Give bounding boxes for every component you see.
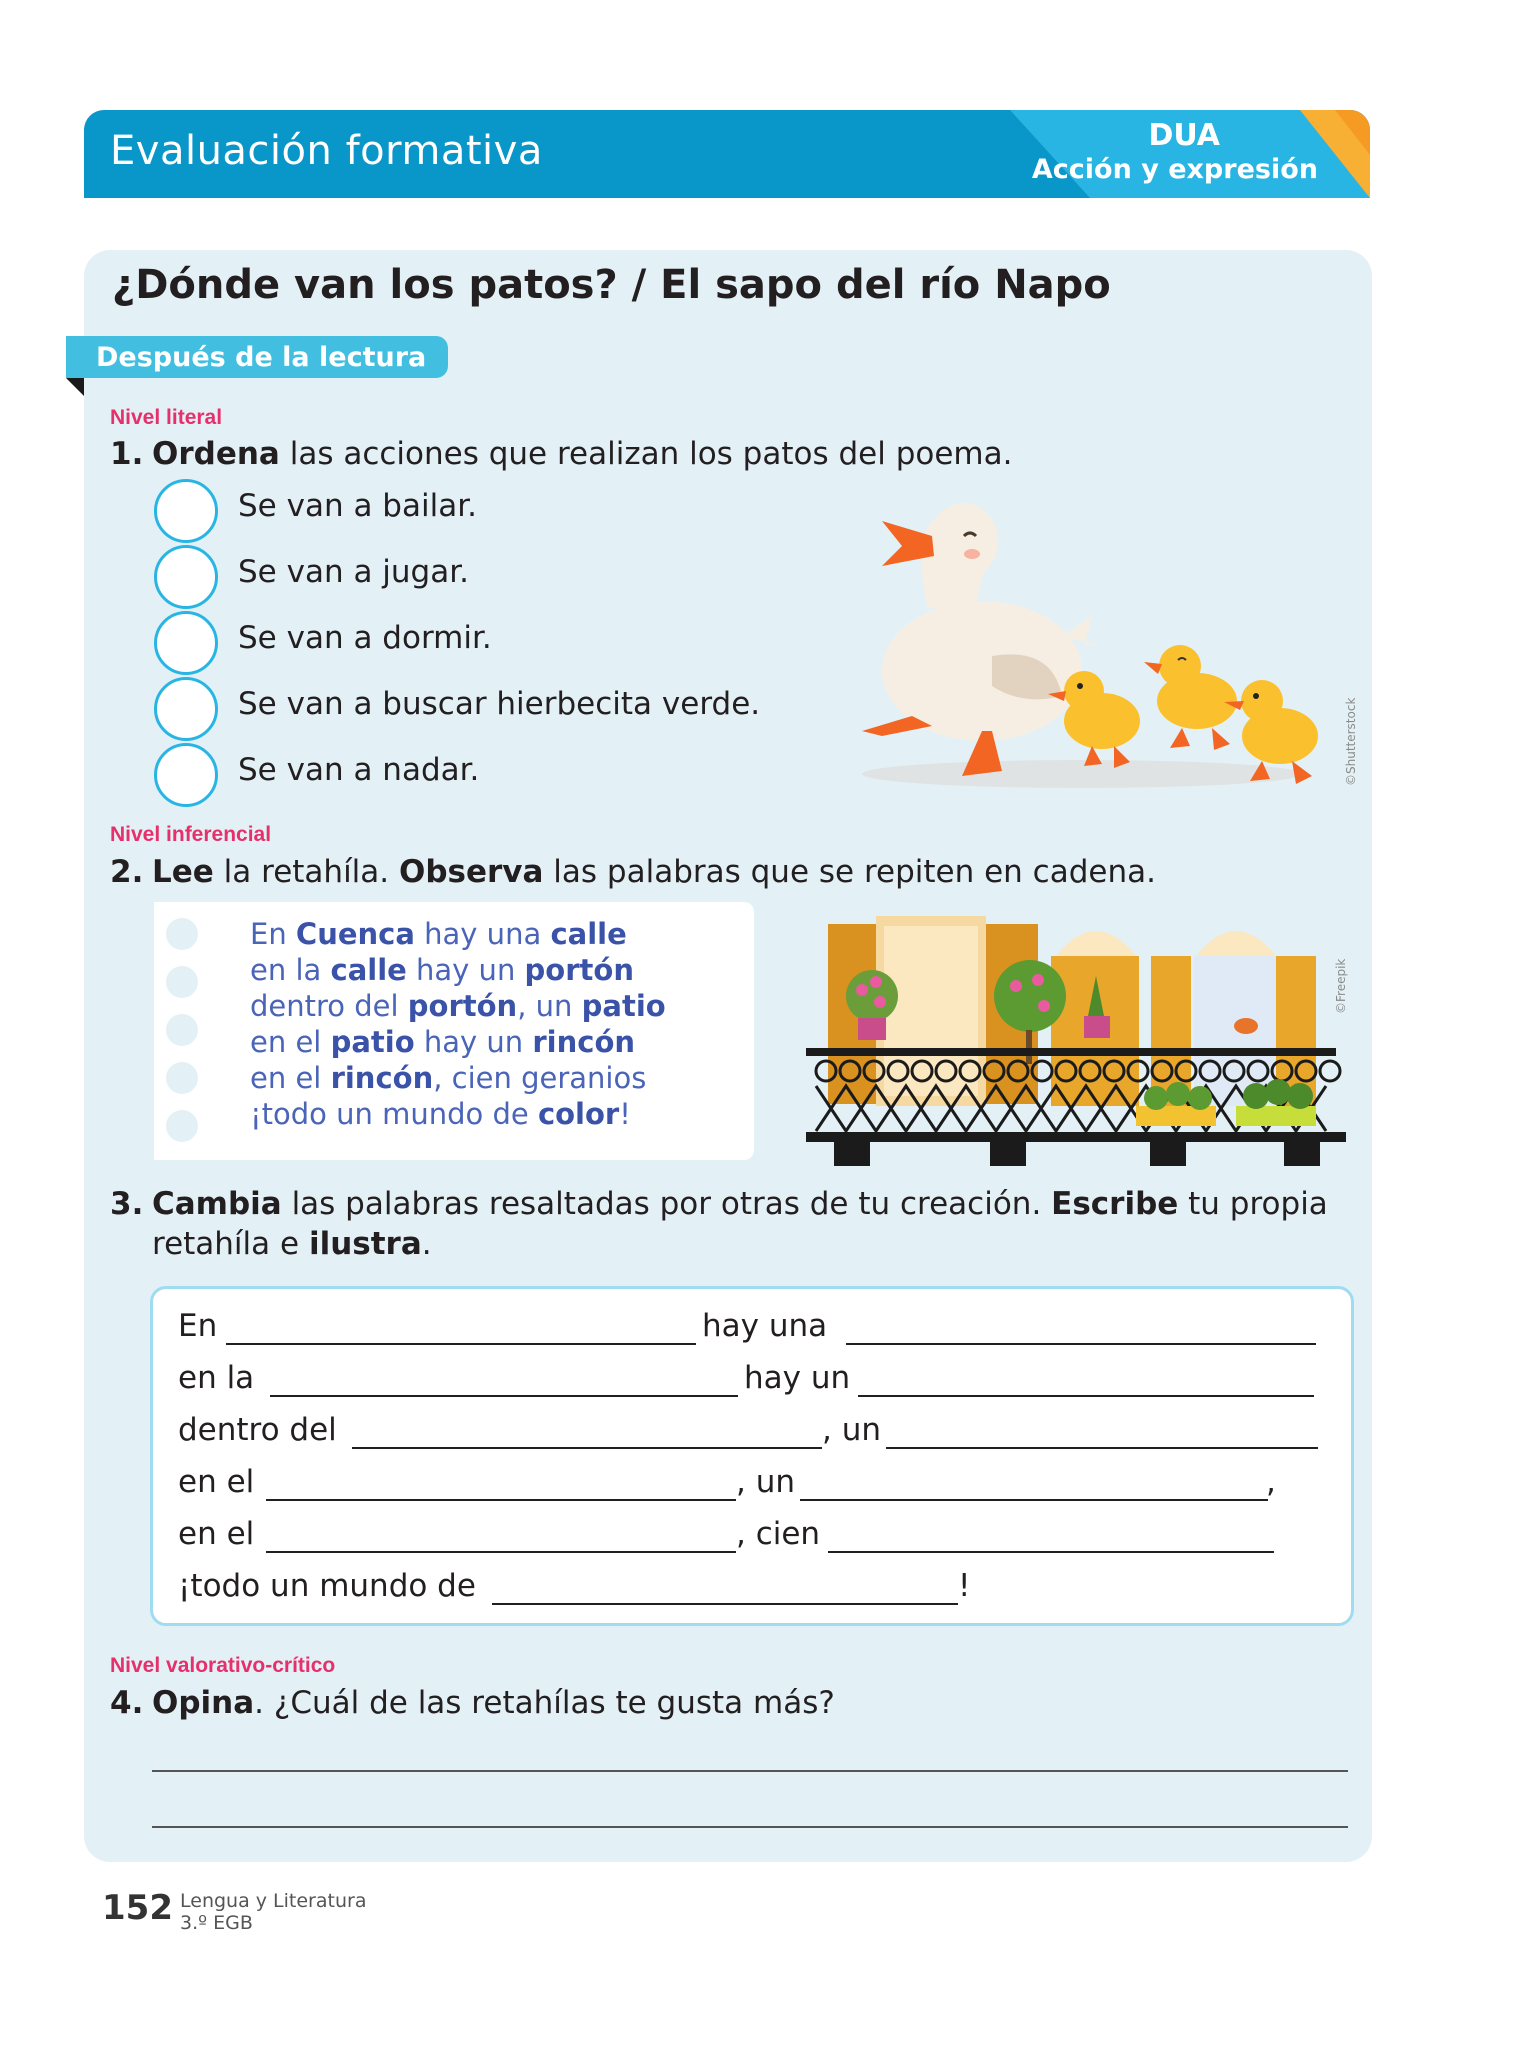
- page-number: 152: [102, 1888, 173, 1928]
- blank-line[interactable]: [858, 1395, 1314, 1397]
- write-label: en el: [178, 1464, 255, 1500]
- order-circle-1[interactable]: [154, 479, 218, 543]
- question-verb-observe: Observa: [399, 854, 544, 890]
- write-label: hay un: [744, 1360, 851, 1396]
- question-text: las acciones que realizan los patos del poema.: [279, 436, 1013, 472]
- image-credit-ducks: ©Shutterstock: [1344, 697, 1358, 786]
- dua-subtitle: Acción y expresión: [1031, 154, 1318, 185]
- poem-line: En Cuenca hay una calle: [250, 917, 627, 951]
- banner-title: Evaluación formativa: [110, 128, 543, 174]
- poem-line: en el patio hay un rincón: [250, 1025, 636, 1059]
- blank-line[interactable]: [828, 1551, 1274, 1553]
- section-pill: [66, 336, 448, 378]
- dua-badge: [970, 110, 1370, 198]
- blank-line[interactable]: [492, 1603, 958, 1605]
- footer-subject: Lengua y Literatura: [180, 1890, 367, 1912]
- answer-line[interactable]: [152, 1826, 1348, 1828]
- blank-line[interactable]: [800, 1499, 1268, 1501]
- question-verb: Ordena: [152, 436, 280, 472]
- answer-line[interactable]: [152, 1770, 1348, 1772]
- level-literal: Nivel literal: [110, 406, 223, 429]
- question-3: [110, 1184, 1350, 1264]
- option-3: Se van a dormir.: [238, 620, 492, 656]
- write-label: ¡todo un mundo de: [178, 1568, 476, 1604]
- write-label: en la: [178, 1360, 255, 1396]
- option-5: Se van a nadar.: [238, 752, 480, 788]
- blank-line[interactable]: [846, 1343, 1316, 1345]
- question-3-line-2: retahíla e ilustra.: [152, 1226, 432, 1262]
- page-title: ¿Dónde van los patos? / El sapo del río Napo: [112, 262, 1111, 308]
- blank-line[interactable]: [270, 1395, 738, 1397]
- question-1: [110, 434, 1012, 474]
- footer-grade: 3.º EGB: [180, 1912, 253, 1934]
- question-text: las palabras que se repiten en cadena.: [543, 854, 1156, 890]
- level-critical: Nivel valorativo-crítico: [110, 1654, 336, 1677]
- blank-line[interactable]: [226, 1343, 696, 1345]
- poem-text: [250, 916, 666, 1132]
- poem-line: dentro del portón, un patio: [250, 989, 666, 1023]
- order-circle-4[interactable]: [154, 677, 218, 741]
- notebook-hole: [166, 1014, 198, 1046]
- question-number: 2.: [110, 854, 144, 890]
- blank-line[interactable]: [352, 1447, 822, 1449]
- notebook-hole: [166, 1110, 198, 1142]
- image-credit-balcony: ©Freepik: [1334, 958, 1348, 1014]
- poem-line: en el rincón, cien geranios: [250, 1061, 647, 1095]
- option-2: Se van a jugar.: [238, 554, 469, 590]
- poem-line: en la calle hay un portón: [250, 953, 634, 987]
- balcony-illustration: [806, 906, 1346, 1172]
- duck-family-illustration: [852, 496, 1332, 796]
- blank-line[interactable]: [266, 1499, 736, 1501]
- write-label: En: [178, 1308, 218, 1344]
- level-inferential: Nivel inferencial: [110, 823, 272, 846]
- write-label: ,: [1266, 1464, 1276, 1500]
- notebook-hole: [166, 918, 198, 950]
- question-text: la retahíla.: [213, 854, 399, 890]
- notebook-hole: [166, 1062, 198, 1094]
- poem-line: ¡todo un mundo de color!: [250, 1097, 631, 1131]
- option-1: Se van a bailar.: [238, 488, 477, 524]
- write-label: dentro del: [178, 1412, 337, 1448]
- blank-line[interactable]: [886, 1447, 1318, 1449]
- write-label: hay una: [702, 1308, 828, 1344]
- question-2: [110, 852, 1156, 892]
- section-pill-label: Después de la lectura: [96, 342, 427, 373]
- notebook-hole: [166, 966, 198, 998]
- question-4: 4. Opina. ¿Cuál de las retahílas te gusta más?: [110, 1685, 835, 1721]
- question-3-line-1: 3. Cambia las palabras resaltadas por otras de tu creación. Escribe tu propia: [110, 1186, 1328, 1222]
- header-banner: [84, 110, 1370, 198]
- write-label: , cien: [736, 1516, 821, 1552]
- write-label: en el: [178, 1516, 255, 1552]
- order-circle-3[interactable]: [154, 611, 218, 675]
- dua-title: DUA: [1148, 118, 1220, 153]
- order-circle-2[interactable]: [154, 545, 218, 609]
- order-circle-5[interactable]: [154, 743, 218, 807]
- question-verb-read: Lee: [152, 854, 214, 890]
- pill-corner-shape: [66, 378, 84, 396]
- write-label: , un: [736, 1464, 796, 1500]
- write-label: , un: [822, 1412, 882, 1448]
- question-number: 1.: [110, 436, 144, 472]
- write-label: !: [958, 1568, 971, 1604]
- option-4: Se van a buscar hierbecita verde.: [238, 686, 761, 722]
- blank-line[interactable]: [266, 1551, 736, 1553]
